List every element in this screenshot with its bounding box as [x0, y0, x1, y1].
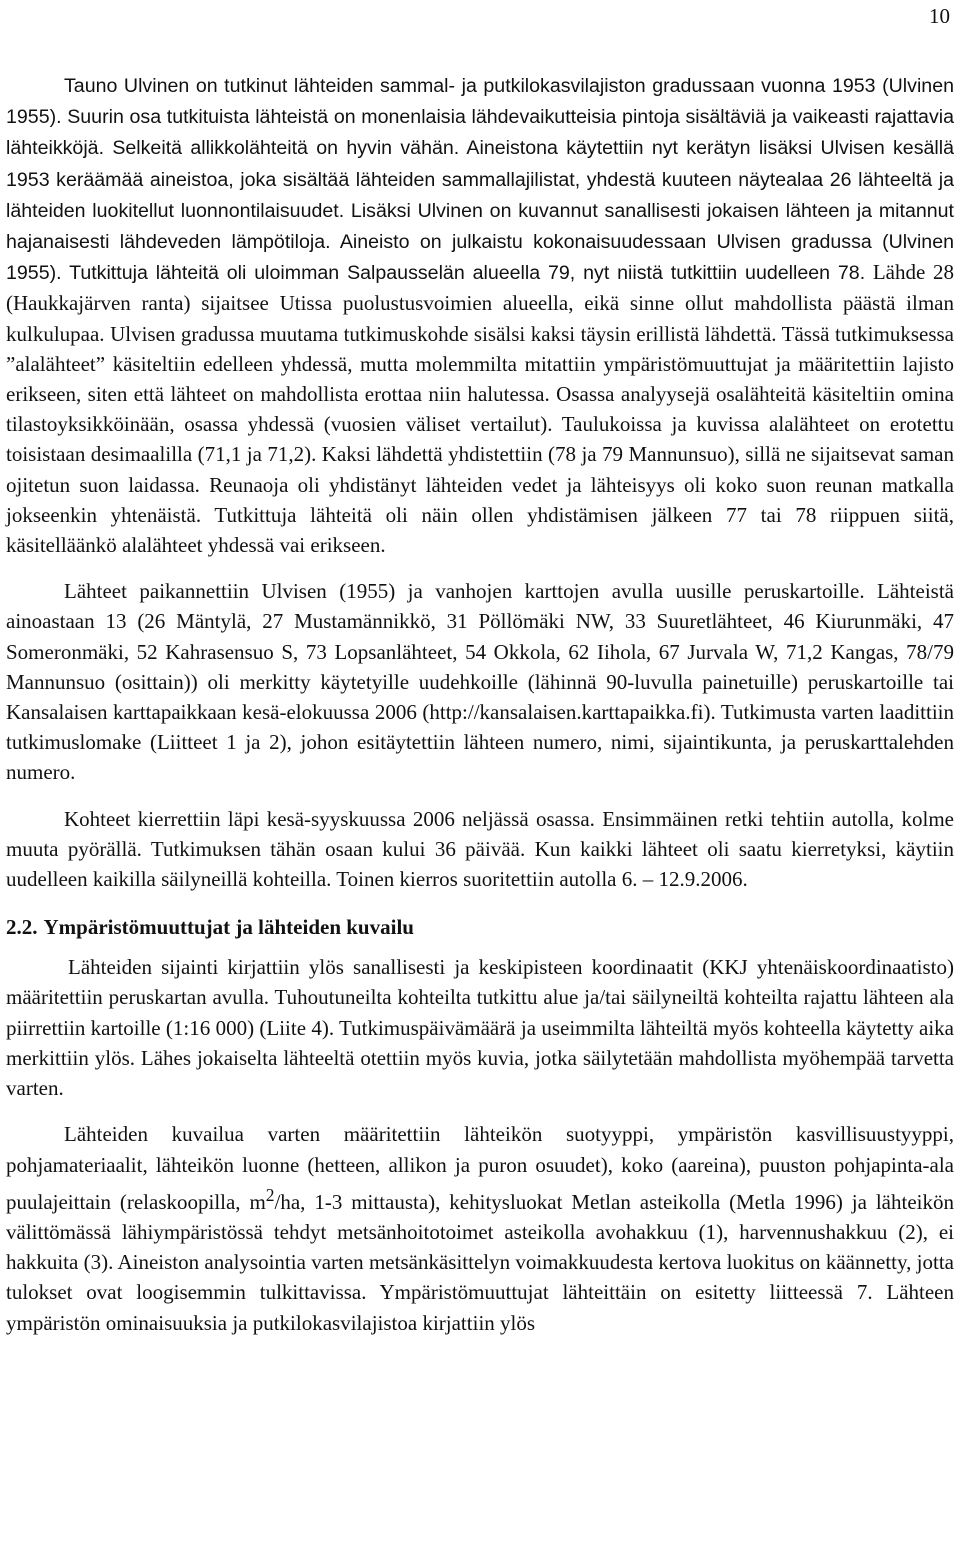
page-number: 10 — [929, 4, 950, 28]
paragraph-5-part-2: /ha, 1-3 mittausta), kehitysluokat Metlan asteikolla (Metla 1996) ja lähteikön välittömässä lähiympäristössä tehdyt metsänhoitotoimet asteikolla avohakkuu (1), harvennushakkuu (2), ei hakkuita (3). Aineiston analysointia varten metsänkäsittelyn voimakkuudesta kertova luokitus on käännetty, jotta tulokset ovat loogisemmin tulkittavissa. Ympäristömuuttujat lähteittäin on esitetty liitteessä 7. Lähteen ympäristön ominaisuuksia ja putkilokasvilajistoa kirjattiin ylös — [6, 1189, 954, 1335]
paragraph-1-serif-part: Lähde 28 (Haukkajärven ranta) sijaitsee Utissa puolustusvoimien alueella, eikä sinne ollut mahdollista päästä ilman kulkulupaa. Ulvisen gradussa muutama tutkimuskohde sisälsi kaksi täysin erillistä lähdettä. Tässä tutkimuksessa ”alalähteet” käsiteltiin edelleen yhdessä, mutta molemmilta mitattiin ympäristömuuttujat ja määritettiin lajisto erikseen, siten että lähteet on mahdollista erottaa niin halutessa. Osassa analyysejä osalähteitä käsiteltiin omina tilastoyksikköinään, osassa yhdessä (vuosien väliset vertailut). Taulukoissa ja kuvissa alalähteet on erotettu toisistaan desimaalilla (71,1 ja 71,2). Kaksi lähdettä yhdistettiin (78 ja 79 Mannunsuo), sillä ne sijaitsevat saman ojitetun suon laidassa. Reunaoja oli yhdistänyt lähteiden vedet ja lähteisyys oli koko suon reunan matkalla jokseenkin yhtenäistä. Tutkittuja lähteitä oli näin ollen yhdistämisen jälkeen 77 tai 78 riippuen siitä, käsitelläänkö alalähteet yhdessä vai erikseen. — [6, 260, 954, 558]
section-title: Ympäristömuuttujat ja lähteiden kuvailu — [43, 915, 414, 940]
superscript-2: 2 — [265, 1184, 275, 1205]
page-body — [6, 70, 954, 1338]
paragraph-field-trips: Kohteet kierrettiin läpi kesä-syyskuussa 2006 neljässä osassa. Ensimmäinen retki tehtiin autolla, kolme muuta pyörällä. Tutkimuksen tähän osaan kului 36 päivää. Kun kaikki lähteet oli saatu kierretyksi, käytiin uudelleen kaikilla säilyneillä kohteilla. Toinen kierros suoritettiin autolla 6. – 12.9.2006. — [6, 806, 954, 892]
paragraph-location-mapping: Lähteet paikannettiin Ulvisen (1955) ja vanhojen karttojen avulla uusille peruskartoille. Lähteistä ainoastaan 13 (26 Mäntylä, 27 Mustamännikkö, 31 Pöllömäki NW, 33 Suuretlähteet, 46 Kiurunmäki, 47 Someronmäki, 52 Kahrasensuo S, 73 Lopsanlähteet, 54 Okkola, 62 Iihola, 67 Jurvala W, 71,2 Kangas, 78/79 Mannunsuo (osittain)) oli merkitty käytetyille uudehkoille (lähinnä 90-luvulla painetuille) peruskartoille tai Kansalaisen karttapaikkaan kesä-elokuussa 2006 (http://kansalaisen.karttapaikka.fi). Tutkimusta varten laadittiin tutkimuslomake (Liitteet 1 ja 2), johon esitäytettiin lähteen numero, nimi, sijaintikunta, ja peruskarttalehden numero. — [6, 579, 954, 785]
paragraph-5-part-1: Lähteiden kuvailua varten määritettiin lähteikön suotyyppi, ympäristön kasvillisuustyyppi, pohjamateriaalit, lähteikön luonne (hetteen, allikon ja puron osuudet), koko (aareina), puuston pohjapinta-ala puulajeittain (relaskoopilla, m — [6, 1122, 954, 1214]
paragraph-description-variables — [6, 1119, 954, 1337]
paragraph-coordinates: Lähteiden sijainti kirjattiin ylös sanallisesti ja keskipisteen koordinaatit (KKJ yhtenäiskoordinaatisto) määritettiin peruskartan avulla. Tuhoutuneilta kohteilta tutkittu alue ja/tai säilyneiltä kohteilta rajattu lähteen ala piirrettiin kartoille (1:16 000) (Liite 4). Tutkimuspäivämäärä ja useimmilta lähteiltä myös kohteella käytetty aika merkittiin ylös. Lähes jokaiselta lähteeltä otettiin myös kuvia, jotka säilytetään mahdollista myöhempää tarvetta varten. — [6, 955, 954, 1101]
paragraph-ulvinen-history — [6, 70, 954, 560]
paragraph-1-sans-part: Tauno Ulvinen on tutkinut lähteiden sammal- ja putkilokasvilajiston gradussaan vuonna 1953 (Ulvinen 1955). Suurin osa tutkituista lähteistä on monenlaisia lähdevaikutteisia pintoja sisältäviä ja vaikeasti rajattavia lähteikköjä. Selkeitä allikkolähteitä on hyvin vähän. — [6, 75, 954, 160]
section-number: 2.2. — [6, 915, 38, 940]
paragraph-1-sans-part-2: Aineistona käytettiin nyt kerätyn lisäksi Ulvisen kesällä 1953 keräämää aineistoa, joka sisältää lähteiden sammallajilistat, yhdestä kuuteen näytealaa 26 lähteeltä ja lähteiden luokitellut luonnontilaisuudet. Lisäksi Ulvinen on kuvannut sanallisesti jokaisen lähteen ja mitannut hajanaisesti lähdeveden lämpötiloja. Aineisto on julkaistu kokonaisuudessaan Ulvisen gradussa (Ulvinen 1955). Tutkittuja lähteitä oli uloimman Salpausselän alueella 79, nyt niistä tutkittiin uudelleen 78. — [6, 137, 955, 285]
section-heading — [6, 912, 954, 942]
